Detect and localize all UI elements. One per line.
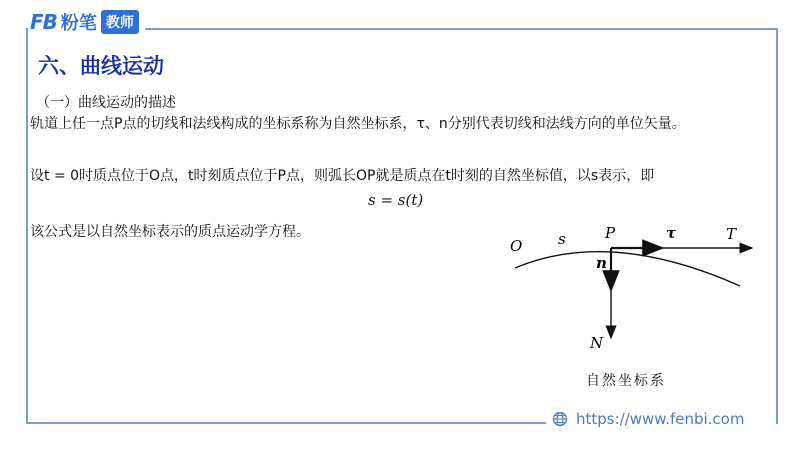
label-t: T [726,225,737,243]
section-title: 六、曲线运动 [38,54,164,78]
paragraph-natural-coordinates: 轨道上任一点P点的切线和法线构成的坐标系称为自然坐标系，τ、n分别代表切线和法线方向的单位矢量。 [30,116,686,132]
frame-right-border [776,28,778,424]
frame-left-border [26,28,28,422]
logo-text: 粉笔 [60,13,97,34]
label-tau: τ [666,224,677,242]
label-p: P [605,224,616,242]
paragraph-equation-note: 该公式是以自然坐标表示的质点运动学方程。 [30,224,310,240]
diagram-caption: 自然坐标系 [586,373,666,389]
paragraph-arc-length: 设t = 0时质点位于O点，t时刻质点位于P点，则弧长OP就是质点在t时刻的自然坐标值，以s表示，即 [30,168,655,184]
globe-icon [552,411,568,427]
trajectory-curve [515,252,740,286]
label-o: O [510,237,523,255]
label-s: s [558,230,566,248]
logo-mark: FB [30,10,57,34]
sub-heading: （一）曲线运动的描述 [36,95,176,111]
equation: s = s(t) [368,191,424,209]
label-n: n [596,254,607,272]
footer-url-text[interactable]: https://www.fenbi.com [576,410,745,428]
brand-logo [28,9,145,35]
label-capital-n: N [590,334,604,352]
logo-badge: 教师 [101,10,139,34]
footer-website[interactable] [552,410,744,428]
natural-coordinate-diagram [500,218,770,368]
frame-bottom-border [26,422,546,424]
